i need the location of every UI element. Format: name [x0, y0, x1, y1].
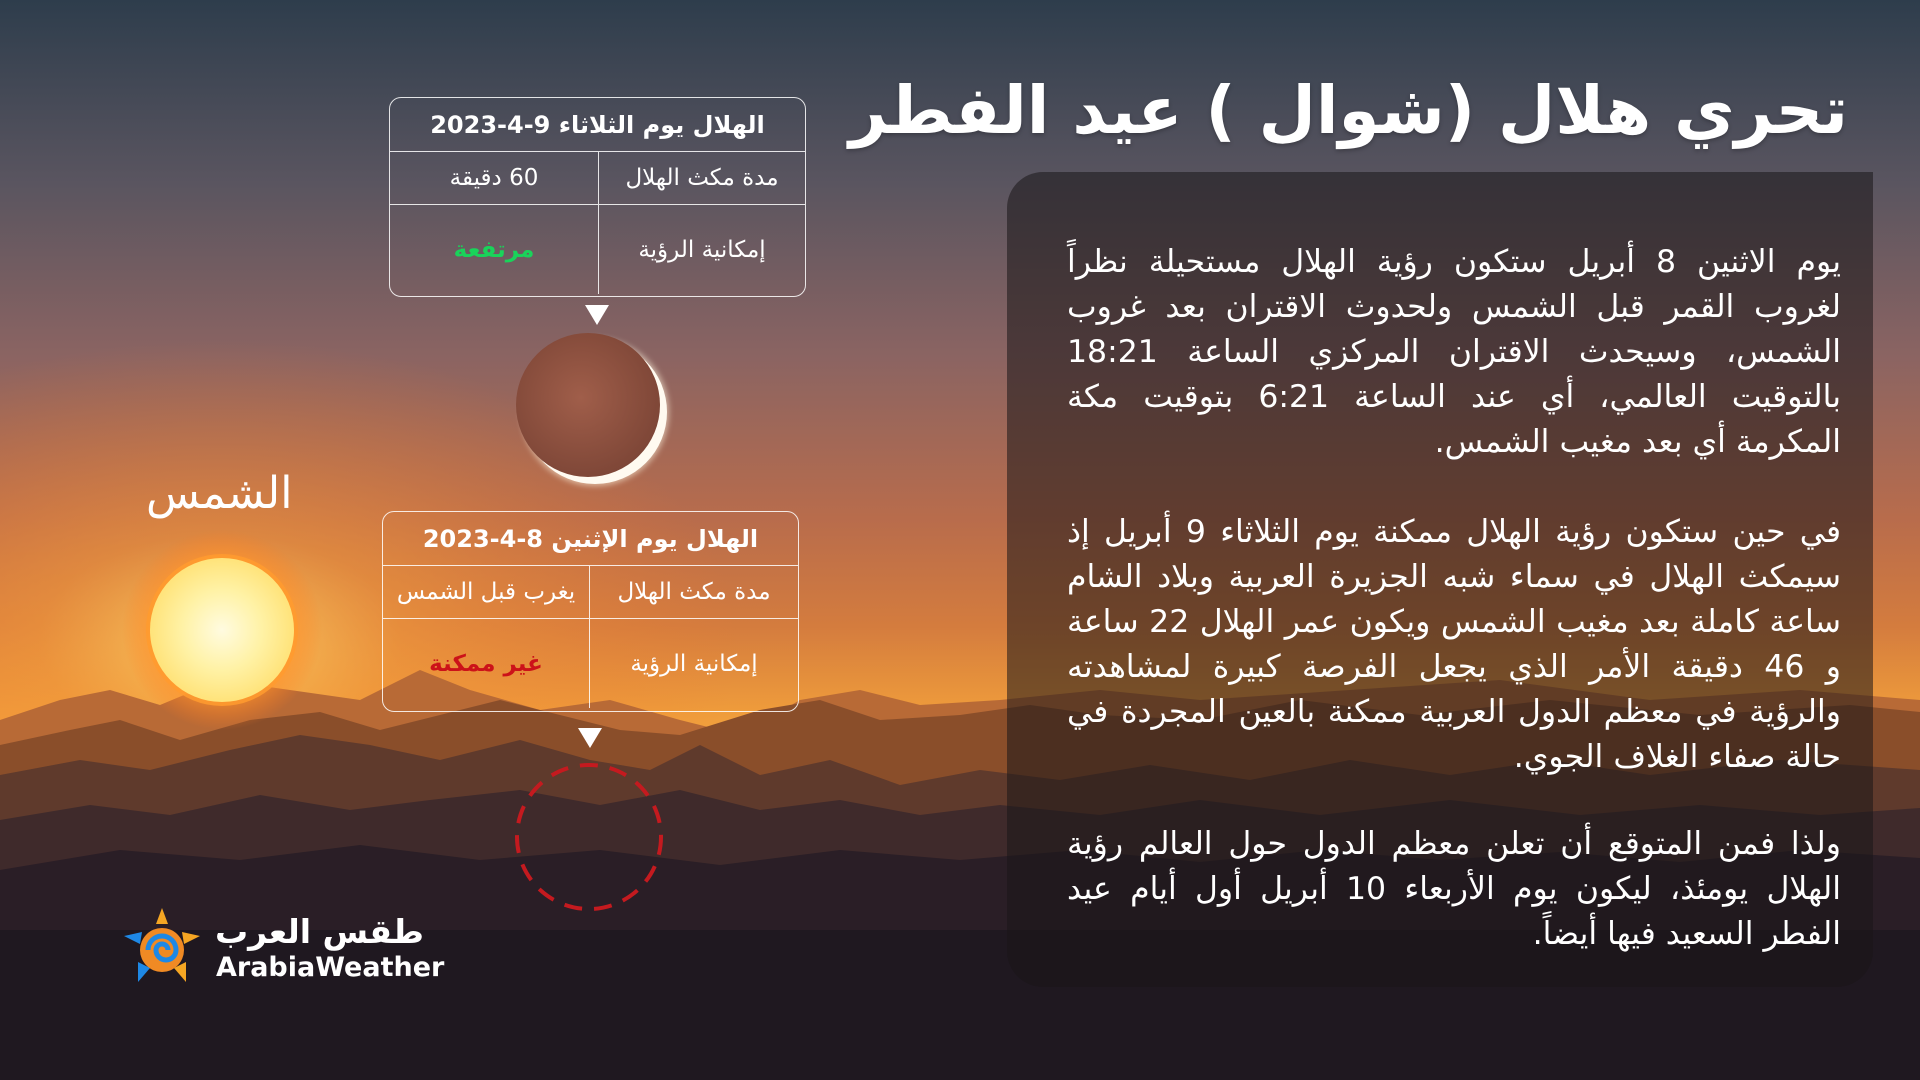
brand-name-arabic: طقس العرب	[215, 912, 424, 951]
monday-crescent-table	[382, 511, 799, 712]
monday-visibility-value: غير ممكنة	[429, 650, 543, 677]
description-panel	[1007, 172, 1873, 987]
tuesday-visibility-label: إمكانية الرؤية	[598, 205, 805, 294]
paragraph-monday: يوم الاثنين 8 أبريل ستكون رؤية الهلال مستحيلة نظراً لغروب القمر قبل الشمس ولحدوث الاقتران بعد غروب الشمس، وسيحدث الاقتران المركزي الساعة 18:21 بالتوقيت العالمي، أي عند الساعة 6:21 بتوقيت مكة المكرمة أي بعد مغيب الشمس.	[1067, 244, 1841, 460]
paragraph-tuesday: في حين ستكون رؤية الهلال ممكنة يوم الثلاثاء 9 أبريل إذ سيمكث الهلال في سماء شبه الجزيرة العربية وبلاد الشام ساعة كاملة بعد مغيب الشمس ويكون عمر الهلال 22 ساعة و 46 دقيقة الأمر الذي يجعل الفرصة كبيرة لمشاهدته والرؤية في معظم الدول العربية ممكنة بالعين المجردة في حالة صفاء الغلاف الجوي.	[1067, 514, 1842, 775]
tuesday-crescent-table	[389, 97, 806, 297]
tuesday-duration-label: مدة مكث الهلال	[598, 152, 805, 204]
monday-duration-value: يغرب قبل الشمس	[396, 579, 576, 605]
monday-duration-row	[383, 566, 798, 619]
tuesday-duration-row	[390, 152, 805, 205]
arrow-down-icon	[577, 727, 603, 749]
tuesday-table-header: الهلال يوم الثلاثاء 9-4-2023	[390, 98, 805, 152]
hidden-moon-icon	[511, 759, 667, 915]
brand-name-english: ArabiaWeather	[216, 952, 445, 983]
sun-label: الشمس	[146, 468, 293, 519]
tuesday-visibility-value: مرتفعة	[453, 236, 535, 263]
arrow-down-icon	[584, 304, 610, 326]
tuesday-duration-value: 60 دقيقة	[449, 165, 539, 191]
monday-visibility-row	[383, 619, 798, 708]
paragraph-eid: ولذا فمن المتوقع أن تعلن معظم الدول حول العالم رؤية الهلال يومئذ، ليكون يوم الأربعاء 10 أبريل أول أيام عيد الفطر السعيد فيها أيضاً.	[1067, 826, 1841, 952]
monday-table-header: الهلال يوم الإثنين 8-4-2023	[383, 512, 798, 566]
tuesday-visibility-row	[390, 205, 805, 294]
monday-duration-label: مدة مكث الهلال	[589, 566, 798, 618]
page-title: تحري هلال (شوال ) عيد الفطر	[849, 72, 1848, 149]
sun-icon	[102, 520, 342, 740]
crescent-moon-icon	[510, 327, 680, 497]
arabiaweather-logo-icon	[118, 906, 206, 990]
monday-visibility-label: إمكانية الرؤية	[589, 619, 798, 708]
